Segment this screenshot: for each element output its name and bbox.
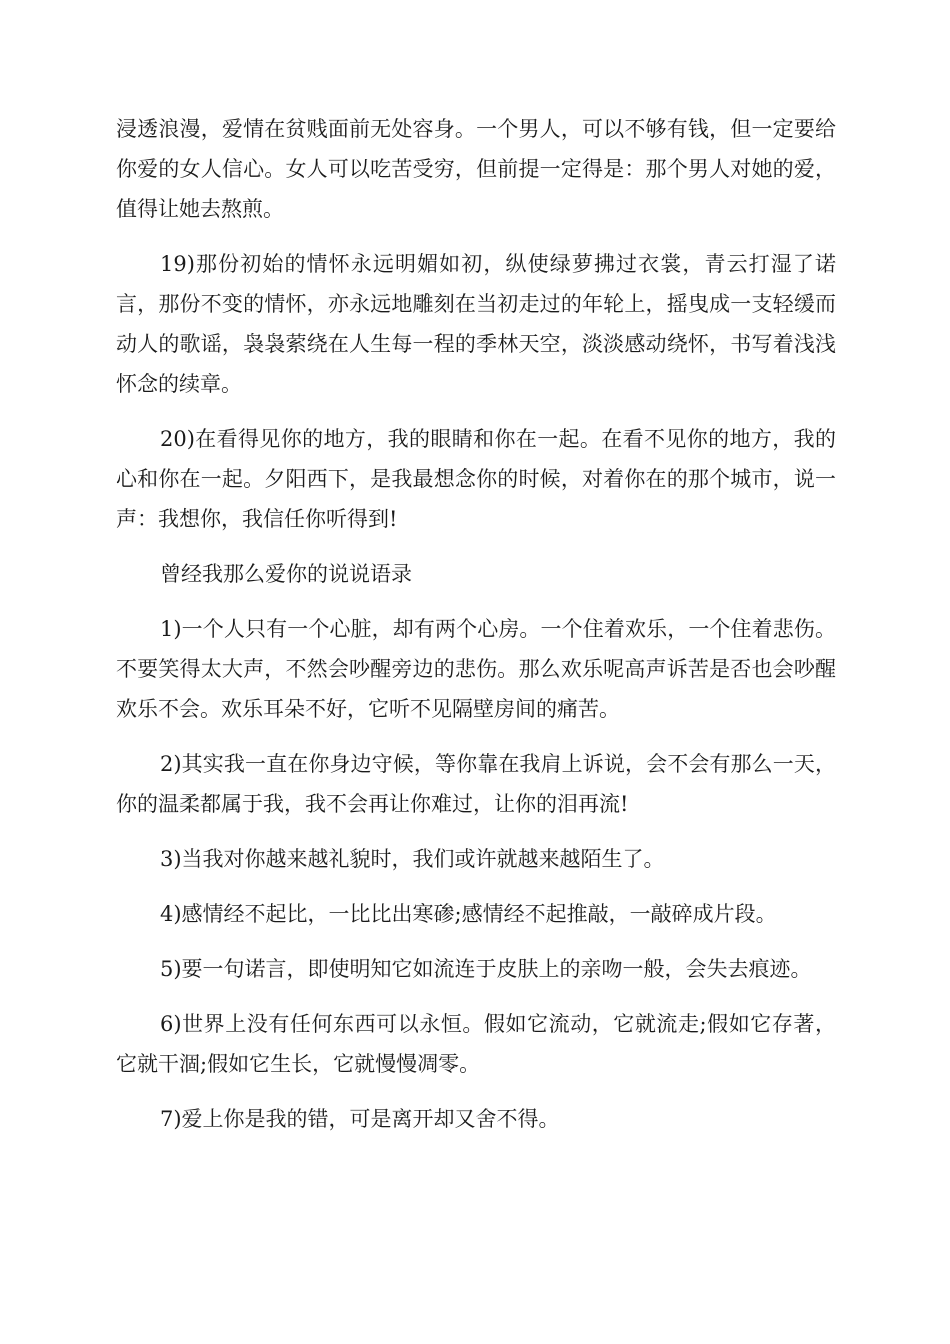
- paragraph-item-4: 4)感情经不起比，一比比出寒碜;感情经不起推敲，一敲碎成片段。: [160, 902, 777, 926]
- paragraph-continuation: 浸透浪漫，爱情在贫贱面前无处容身。一个男人，可以不够有钱，但一定要给你爱的女人信心。女人可以吃苦受穷，但前提一定得是：那个男人对她的爱，值得让她去熬煎。: [116, 117, 836, 221]
- paragraph-item-1: 1)一个人只有一个心脏，却有两个心房。一个住着欢乐，一个住着悲伤。不要笑得太大声，不然会吵醒旁边的悲伤。那么欢乐呢高声诉苦是否也会吵醒欢乐不会。欢乐耳朵不好，它听不见隔壁房间的痛苦。: [116, 617, 836, 721]
- paragraph-item-5: 5)要一句诺言，即使明知它如流连于皮肤上的亲吻一般，会失去痕迹。: [160, 957, 812, 981]
- document-body: [116, 109, 836, 1154]
- paragraph-item-6: 6)世界上没有任何东西可以永恒。假如它流动，它就流走;假如它存著，它就干涸;假如它生长，它就慢慢凋零。: [116, 1012, 836, 1076]
- paragraph-item-20: 20)在看得见你的地方，我的眼睛和你在一起。在看不见你的地方，我的心和你在一起。夕阳西下，是我最想念你的时候，对着你在的那个城市，说一声：我想你，我信任你听得到!: [116, 427, 836, 531]
- paragraph-item-19: 19)那份初始的情怀永远明媚如初，纵使绿萝拂过衣裳，青云打湿了诺言，那份不变的情怀，亦永远地雕刻在当初走过的年轮上，摇曳成一支轻缓而动人的歌谣，袅袅萦绕在人生每一程的季林天空，淡淡感动绕怀，书写着浅浅怀念的续章。: [116, 252, 836, 396]
- section-heading: 曾经我那么爱你的说说语录: [160, 562, 412, 586]
- paragraph-item-2: 2)其实我一直在你身边守候，等你靠在我肩上诉说，会不会有那么一天，你的温柔都属于我，我不会再让你难过，让你的泪再流!: [116, 752, 836, 816]
- paragraph-item-7: 7)爱上你是我的错，可是离开却又舍不得。: [160, 1107, 560, 1131]
- paragraph-item-3: 3)当我对你越来越礼貌时，我们或许就越来越陌生了。: [160, 847, 665, 871]
